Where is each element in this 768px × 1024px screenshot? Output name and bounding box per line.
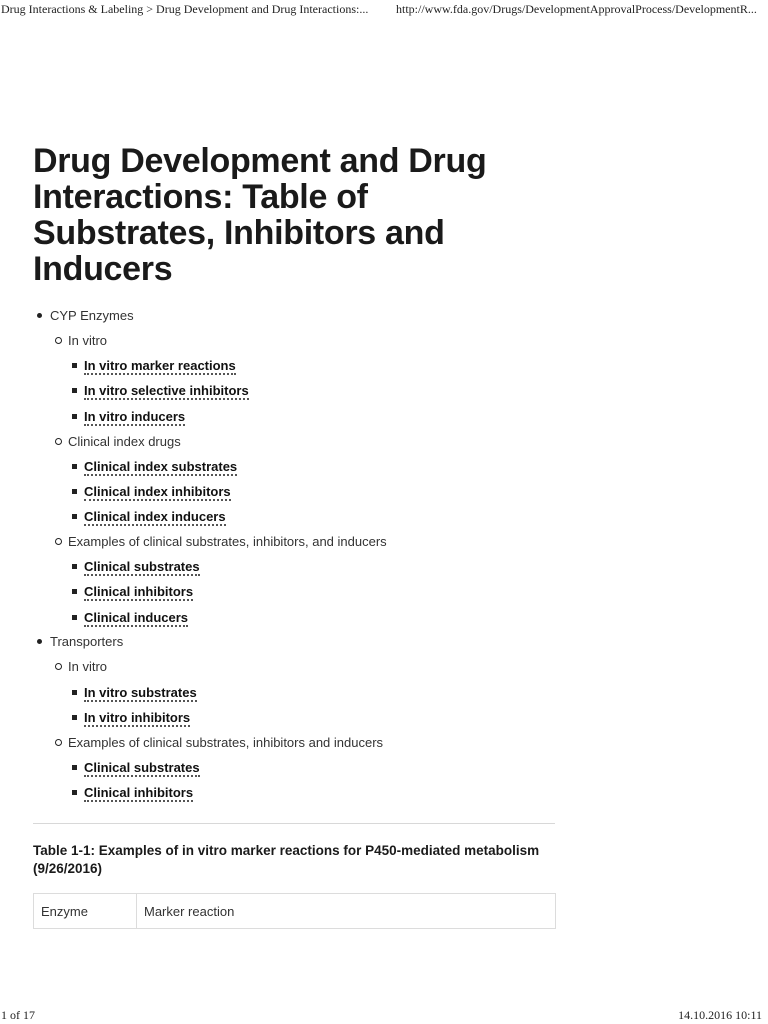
section-divider: [33, 823, 555, 824]
link-transporter-clinical-inhibitors[interactable]: Clinical inhibitors: [84, 785, 194, 800]
toc-item-transporters-in-vitro: [55, 656, 107, 678]
square-bullet-icon: [72, 715, 77, 720]
table-caption: Table 1-1: Examples of in vitro marker reactions for P450-mediated metabolism (9/26/2016): [33, 843, 540, 876]
toc-link-item: [72, 581, 193, 603]
print-timestamp: 14.10.2016 10:11: [678, 1008, 762, 1022]
column-header-enzyme: Enzyme: [34, 894, 137, 929]
toc-link-item: [72, 355, 236, 377]
square-bullet-icon: [72, 388, 77, 393]
toc-item-cyp-in-vitro: [55, 330, 107, 352]
toc-link-item: [72, 456, 237, 478]
toc-link-item: [72, 380, 249, 402]
square-bullet-icon: [72, 615, 77, 620]
print-header: [0, 0, 768, 20]
page-counter: 1 of 17: [1, 1008, 35, 1022]
toc-link-item: [72, 757, 200, 779]
link-in-vitro-inducers[interactable]: In vitro inducers: [84, 409, 186, 424]
table-header-row: [34, 894, 556, 929]
marker-reactions-table: [33, 893, 556, 929]
circle-bullet-icon: [55, 663, 62, 670]
link-clinical-index-inducers[interactable]: Clinical index inducers: [84, 509, 226, 524]
link-in-vitro-inhibitors[interactable]: In vitro inhibitors: [84, 710, 191, 725]
toc-section-label: CYP Enzymes: [50, 308, 134, 323]
square-bullet-icon: [72, 489, 77, 494]
square-bullet-icon: [72, 514, 77, 519]
toc-subsection-label: In vitro: [68, 333, 108, 348]
link-in-vitro-selective-inhibitors[interactable]: In vitro selective inhibitors: [84, 383, 249, 398]
toc-item-cyp-examples: [55, 531, 387, 553]
disc-bullet-icon: [37, 639, 42, 644]
toc-subsection-label: Clinical index drugs: [68, 434, 181, 449]
toc-subsection-label: Examples of clinical substrates, inhibitors, and inducers: [68, 534, 387, 549]
circle-bullet-icon: [55, 337, 62, 344]
toc-section-label: Transporters: [50, 634, 124, 649]
toc-subsection-label: In vitro: [68, 659, 108, 674]
link-clinical-substrates[interactable]: Clinical substrates: [84, 559, 200, 574]
toc-item-cyp-enzymes: [37, 305, 134, 327]
circle-bullet-icon: [55, 739, 62, 746]
toc-link-item: [72, 782, 193, 804]
link-clinical-inhibitors[interactable]: Clinical inhibitors: [84, 584, 194, 599]
toc-subsection-label: Examples of clinical substrates, inhibitors and inducers: [68, 735, 384, 750]
square-bullet-icon: [72, 363, 77, 368]
toc-link-item: [72, 607, 188, 629]
toc-link-item: [72, 556, 200, 578]
toc-item-transporters: [37, 631, 123, 653]
link-clinical-inducers[interactable]: Clinical inducers: [84, 610, 189, 625]
toc-link-item: [72, 682, 197, 704]
link-clinical-index-substrates[interactable]: Clinical index substrates: [84, 459, 238, 474]
column-header-marker-reaction: Marker reaction: [137, 894, 556, 929]
link-clinical-index-inhibitors[interactable]: Clinical index inhibitors: [84, 484, 231, 499]
square-bullet-icon: [72, 414, 77, 419]
page-title: Drug Development and Drug Interactions: Table of Substrates, Inhibitors and Inducers: [33, 142, 487, 288]
print-footer: [0, 1008, 768, 1024]
square-bullet-icon: [72, 690, 77, 695]
toc-link-item: [72, 707, 190, 729]
square-bullet-icon: [72, 765, 77, 770]
square-bullet-icon: [72, 589, 77, 594]
toc-link-item: [72, 406, 185, 428]
toc-link-item: [72, 506, 226, 528]
toc-item-transporters-examples: [55, 732, 383, 754]
square-bullet-icon: [72, 790, 77, 795]
toc-link-item: [72, 481, 231, 503]
square-bullet-icon: [72, 564, 77, 569]
print-header-page-title: Drug Interactions & Labeling > Drug Development and Drug Interactions:...: [1, 2, 369, 16]
print-header-url: http://www.fda.gov/Drugs/DevelopmentApprovalProcess/DevelopmentR...: [396, 2, 757, 16]
circle-bullet-icon: [55, 438, 62, 445]
disc-bullet-icon: [37, 313, 42, 318]
link-transporter-clinical-substrates[interactable]: Clinical substrates: [84, 760, 200, 775]
link-in-vitro-substrates[interactable]: In vitro substrates: [84, 685, 197, 700]
square-bullet-icon: [72, 464, 77, 469]
link-in-vitro-marker-reactions[interactable]: In vitro marker reactions: [84, 358, 236, 373]
toc-item-clinical-index-drugs: [55, 431, 181, 453]
circle-bullet-icon: [55, 538, 62, 545]
